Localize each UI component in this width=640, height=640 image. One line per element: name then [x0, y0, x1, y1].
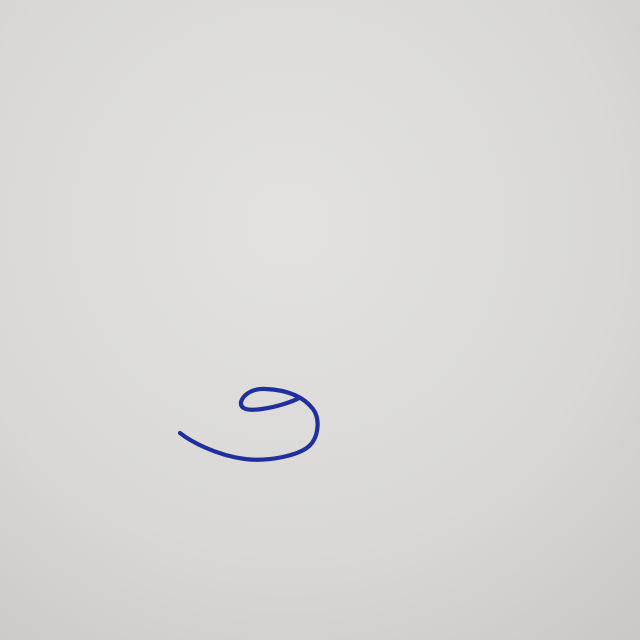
- ink-line: [180, 389, 318, 460]
